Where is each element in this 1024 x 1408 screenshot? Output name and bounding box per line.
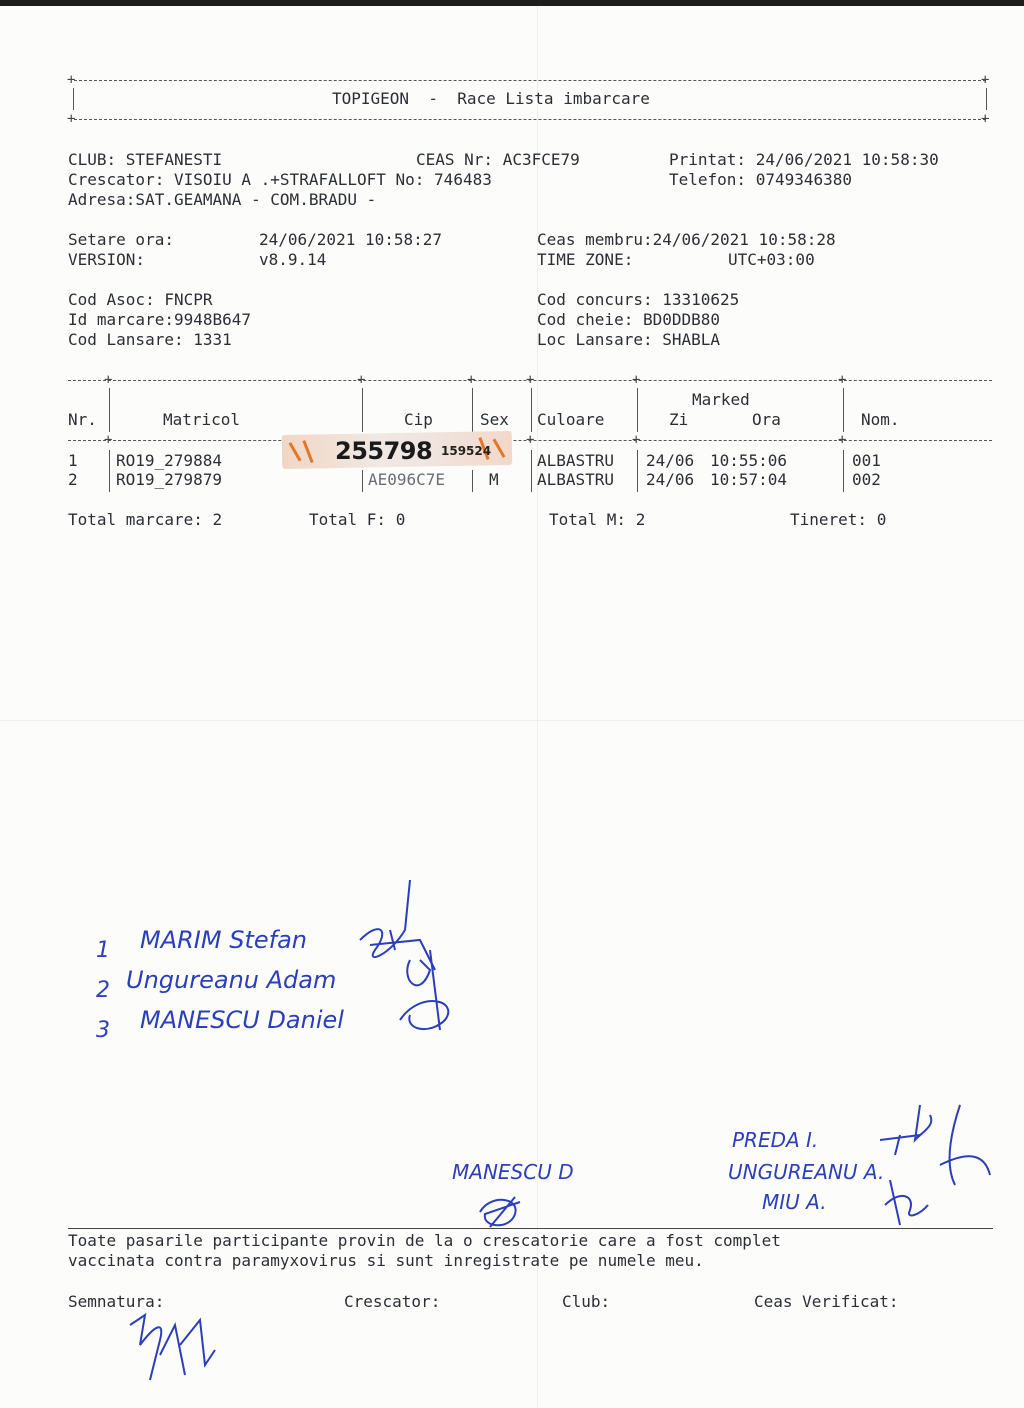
header-ora: Ora	[752, 410, 781, 429]
col-divider	[472, 388, 473, 432]
row-ora: 10:55:06	[710, 451, 788, 470]
club-label: Club:	[562, 1292, 611, 1311]
col-divider	[472, 470, 473, 492]
col-divider	[531, 388, 532, 432]
hw-list-name: MANESCU Daniel	[140, 1006, 344, 1034]
ceas-verificat-label: Ceas Verificat:	[754, 1292, 899, 1311]
corner-plus: +	[981, 72, 990, 88]
crescator-label: Crescator:	[344, 1292, 441, 1311]
hw-center-name: MANESCU D	[452, 1160, 574, 1184]
signature-separator	[68, 1228, 993, 1229]
setare-ora-label: Setare ora:	[68, 230, 174, 249]
scan-top-edge	[0, 0, 1024, 6]
row-nr: 2	[68, 470, 78, 489]
row-nr: 1	[68, 451, 78, 470]
signature-scribble-icon	[350, 870, 470, 1040]
row-zi: 24/06	[646, 451, 695, 470]
time-zone-label: TIME ZONE:	[537, 250, 634, 269]
table-plus: +	[526, 372, 535, 388]
cod-asoc: Cod Asoc: FNCPR	[68, 290, 213, 309]
col-divider	[637, 388, 638, 432]
hw-right-name: PREDA I.	[732, 1128, 819, 1152]
semnatura-label: Semnatura:	[68, 1292, 165, 1311]
corner-plus: +	[67, 72, 76, 88]
table-plus: +	[526, 432, 535, 448]
hw-right-name: MIU A.	[762, 1190, 827, 1214]
sticker-small-number: 159524	[441, 444, 492, 458]
header-bottom-border	[74, 119, 986, 120]
version-value: v8.9.14	[259, 250, 327, 269]
cod-cheie: Cod cheie: BD0DDB80	[537, 310, 721, 329]
row-sex: M	[489, 470, 499, 489]
hw-list-name: Ungureanu Adam	[126, 966, 337, 994]
corner-plus: +	[981, 111, 990, 127]
col-divider	[109, 450, 110, 492]
document-title: TOPIGEON - Race Lista imbarcare	[332, 89, 650, 108]
loc-lansare: Loc Lansare: SHABLA	[537, 330, 721, 349]
setare-ora-value: 24/06/2021 10:58:27	[259, 230, 443, 249]
print-timestamp: Printat: 24/06/2021 10:58:30	[669, 150, 939, 169]
address: Adresa:SAT.GEAMANA - COM.BRADU -	[68, 190, 377, 209]
table-plus: +	[104, 432, 113, 448]
statement-line-1: Toate pasarile participante provin de la o crescatorie care a fost complet	[68, 1231, 781, 1250]
hw-list-number: 2	[96, 978, 110, 1003]
table-plus: +	[838, 372, 847, 388]
ceas-membru: Ceas membru:24/06/2021 10:58:28	[537, 230, 836, 249]
header-right-border	[986, 88, 987, 110]
time-zone-value: UTC+03:00	[728, 250, 815, 269]
sticker-number: 255798	[335, 437, 433, 465]
col-divider	[637, 450, 638, 492]
cod-concurs: Cod concurs: 13310625	[537, 290, 740, 309]
paper-fold-vertical	[537, 0, 538, 1408]
header-marked: Marked	[692, 390, 750, 409]
header-nr: Nr.	[68, 410, 97, 429]
header-cip: Cip	[404, 410, 433, 429]
header-matricol: Matricol	[163, 410, 241, 429]
corner-plus: +	[67, 111, 76, 127]
cod-lansare: Cod Lansare: 1331	[68, 330, 232, 349]
table-plus: +	[632, 372, 641, 388]
table-plus: +	[357, 372, 366, 388]
table-plus: +	[632, 432, 641, 448]
breeder-info: Crescator: VISOIU A .+STRAFALLOFT No: 746483	[68, 170, 492, 189]
col-divider	[843, 388, 844, 432]
table-plus: +	[104, 372, 113, 388]
row-matricol: RO19_279884	[116, 451, 222, 470]
header-sex: Sex	[480, 410, 509, 429]
total-m: Total M: 2	[549, 510, 646, 529]
statement-line-2: vaccinata contra paramyxovirus si sunt inregistrate pe numele meu.	[68, 1251, 704, 1270]
table-plus: +	[467, 372, 476, 388]
total-marcare: Total marcare: 2	[68, 510, 223, 529]
header-left-border	[73, 88, 74, 110]
phone: Telefon: 0749346380	[669, 170, 853, 189]
total-tineret: Tineret: 0	[790, 510, 887, 529]
col-divider	[109, 388, 110, 432]
club-name: CLUB: STEFANESTI	[68, 150, 223, 169]
id-marcare: Id marcare:9948B647	[68, 310, 252, 329]
version-label: VERSION:	[68, 250, 146, 269]
header-top-border	[74, 80, 986, 81]
hw-list-name: MARIM Stefan	[140, 926, 307, 954]
row-nom: 002	[852, 470, 881, 489]
row-ora: 10:57:04	[710, 470, 788, 489]
bottom-signature-icon	[120, 1305, 230, 1390]
col-divider	[531, 450, 532, 492]
row-zi: 24/06	[646, 470, 695, 489]
header-zi: Zi	[669, 410, 689, 429]
paper-fold-horizontal	[0, 720, 1024, 721]
col-divider	[843, 450, 844, 492]
row-nom: 001	[852, 451, 881, 470]
ceas-nr: CEAS Nr: AC3FCE79	[416, 150, 580, 169]
row-culoare: ALBASTRU	[537, 470, 615, 489]
row-culoare: ALBASTRU	[537, 451, 615, 470]
hw-list-number: 3	[96, 1018, 110, 1043]
header-culoare: Culoare	[537, 410, 605, 429]
right-signatures-icon	[870, 1095, 1000, 1230]
hw-right-name: UNGUREANU A.	[728, 1160, 885, 1184]
header-nom: Nom.	[861, 410, 900, 429]
row-matricol: RO19_279879	[116, 470, 222, 489]
center-signature-icon	[470, 1192, 530, 1232]
col-divider	[362, 470, 363, 492]
total-f: Total F: 0	[309, 510, 406, 529]
col-divider	[362, 388, 363, 432]
row-cip: AE096C7E	[368, 470, 446, 489]
table-plus: +	[838, 432, 847, 448]
hw-list-number: 1	[96, 938, 110, 963]
